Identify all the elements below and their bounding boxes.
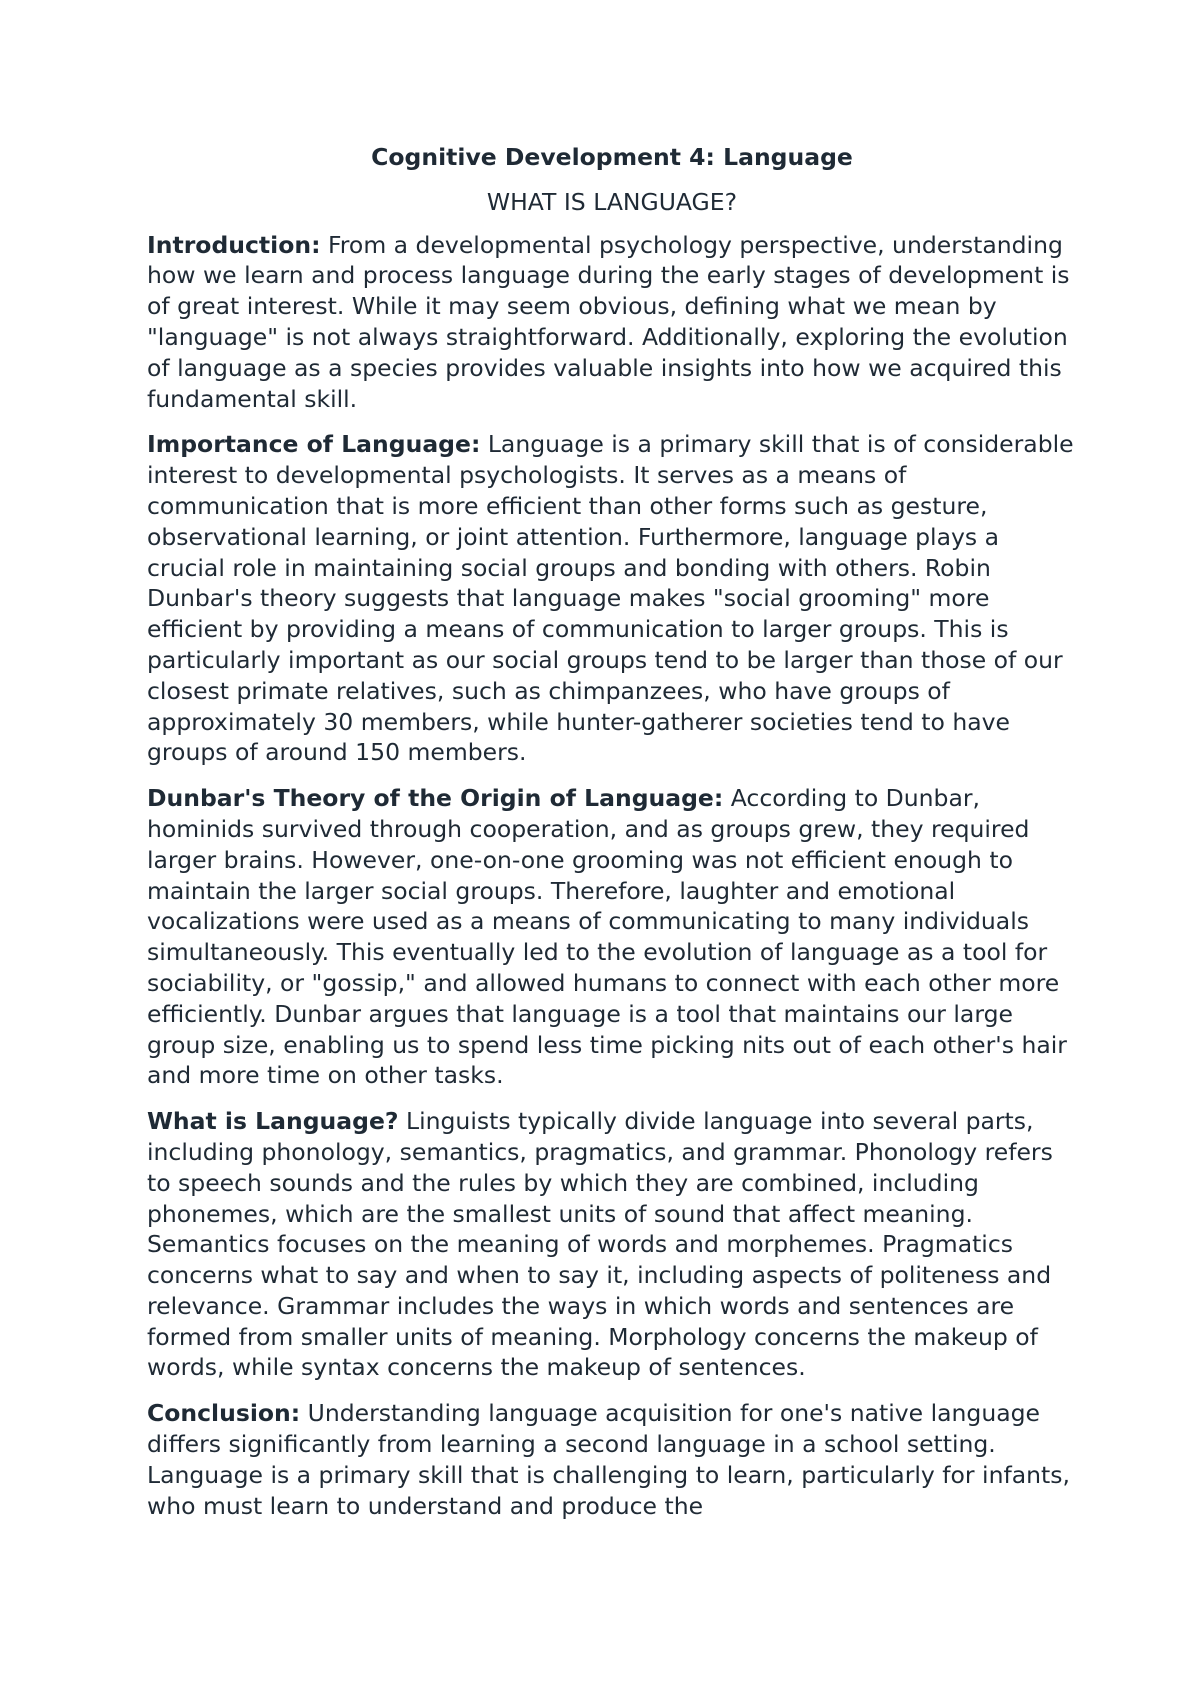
section-importance-of-language <box>147 429 1077 768</box>
section-what-is-language <box>147 1106 1077 1383</box>
section-conclusion <box>147 1398 1077 1521</box>
section-heading-importance-of-language: Importance of Language: <box>147 430 481 459</box>
section-body-introduction: From a developmental psychology perspective, understanding how we learn and process language during the early stages of development is of great interest. While it may seem obvious, defining what we mean by "language" is not always straightforward. Additionally, exploring the evolution of language as a species provides valuable insights into how we acquired this fundamental skill. <box>147 230 1070 413</box>
section-dunbars-theory <box>147 783 1077 1091</box>
section-heading-conclusion: Conclusion: <box>147 1399 301 1428</box>
section-heading-what-is-language: What is Language? <box>147 1107 399 1136</box>
section-body-importance-of-language: Language is a primary skill that is of considerable interest to developmental psychologists. It serves as a means of communication that is more efficient than other forms such as gesture, observational learning, or joint attention. Furthermore, language plays a crucial role in maintaining social groups and bonding with others. Robin Dunbar's theory suggests that language makes "social grooming" more efficient by providing a means of communication to larger groups. This is particularly important as our social groups tend to be larger than those of our closest primate relatives, such as chimpanzees, who have groups of approximately 30 members, while hunter-gatherer societies tend to have groups of around 150 members. <box>147 430 1074 767</box>
document-content <box>147 142 1077 1536</box>
section-heading-dunbars-theory: Dunbar's Theory of the Origin of Language: <box>147 784 724 813</box>
document-title: Cognitive Development 4: Language <box>371 143 853 171</box>
section-heading-introduction: Introduction: <box>147 230 321 259</box>
section-body-dunbars-theory: According to Dunbar, hominids survived through cooperation, and as groups grew, they required larger brains. However, one-on-one grooming was not efficient enough to maintain the larger social groups. Therefore, laughter and emotional vocalizations were used as a means of communicating to many individuals simultaneously. This eventually led to the evolution of language as a tool for sociability, or "gossip," and allowed humans to connect with each other more efficiently. Dunbar argues that language is a tool that maintains our large group size, enabling us to spend less time picking nits out of each other's hair and more time on other tasks. <box>147 784 1067 1090</box>
section-introduction <box>147 230 1077 415</box>
section-body-conclusion: Understanding language acquisition for one's native language differs significantly from learning a second language in a school setting. Language is a primary skill that is challenging to learn, particularly for infants, who must learn to understand and produce the <box>147 1399 1070 1520</box>
document-subtitle: WHAT IS LANGUAGE? <box>486 187 738 216</box>
section-body-what-is-language: Linguists typically divide language into several parts, including phonology, semantics, pragmatics, and grammar. Phonology refers to speech sounds and the rules by which they are combined, including phonemes, which are the smallest units of sound that affect meaning. Semantics focuses on the meaning of words and morphemes. Pragmatics concerns what to say and when to say it, including aspects of politeness and relevance. Grammar includes the ways in which words and sentences are formed from smaller units of meaning. Morphology concerns the makeup of words, while syntax concerns the makeup of sentences. <box>147 1107 1053 1382</box>
